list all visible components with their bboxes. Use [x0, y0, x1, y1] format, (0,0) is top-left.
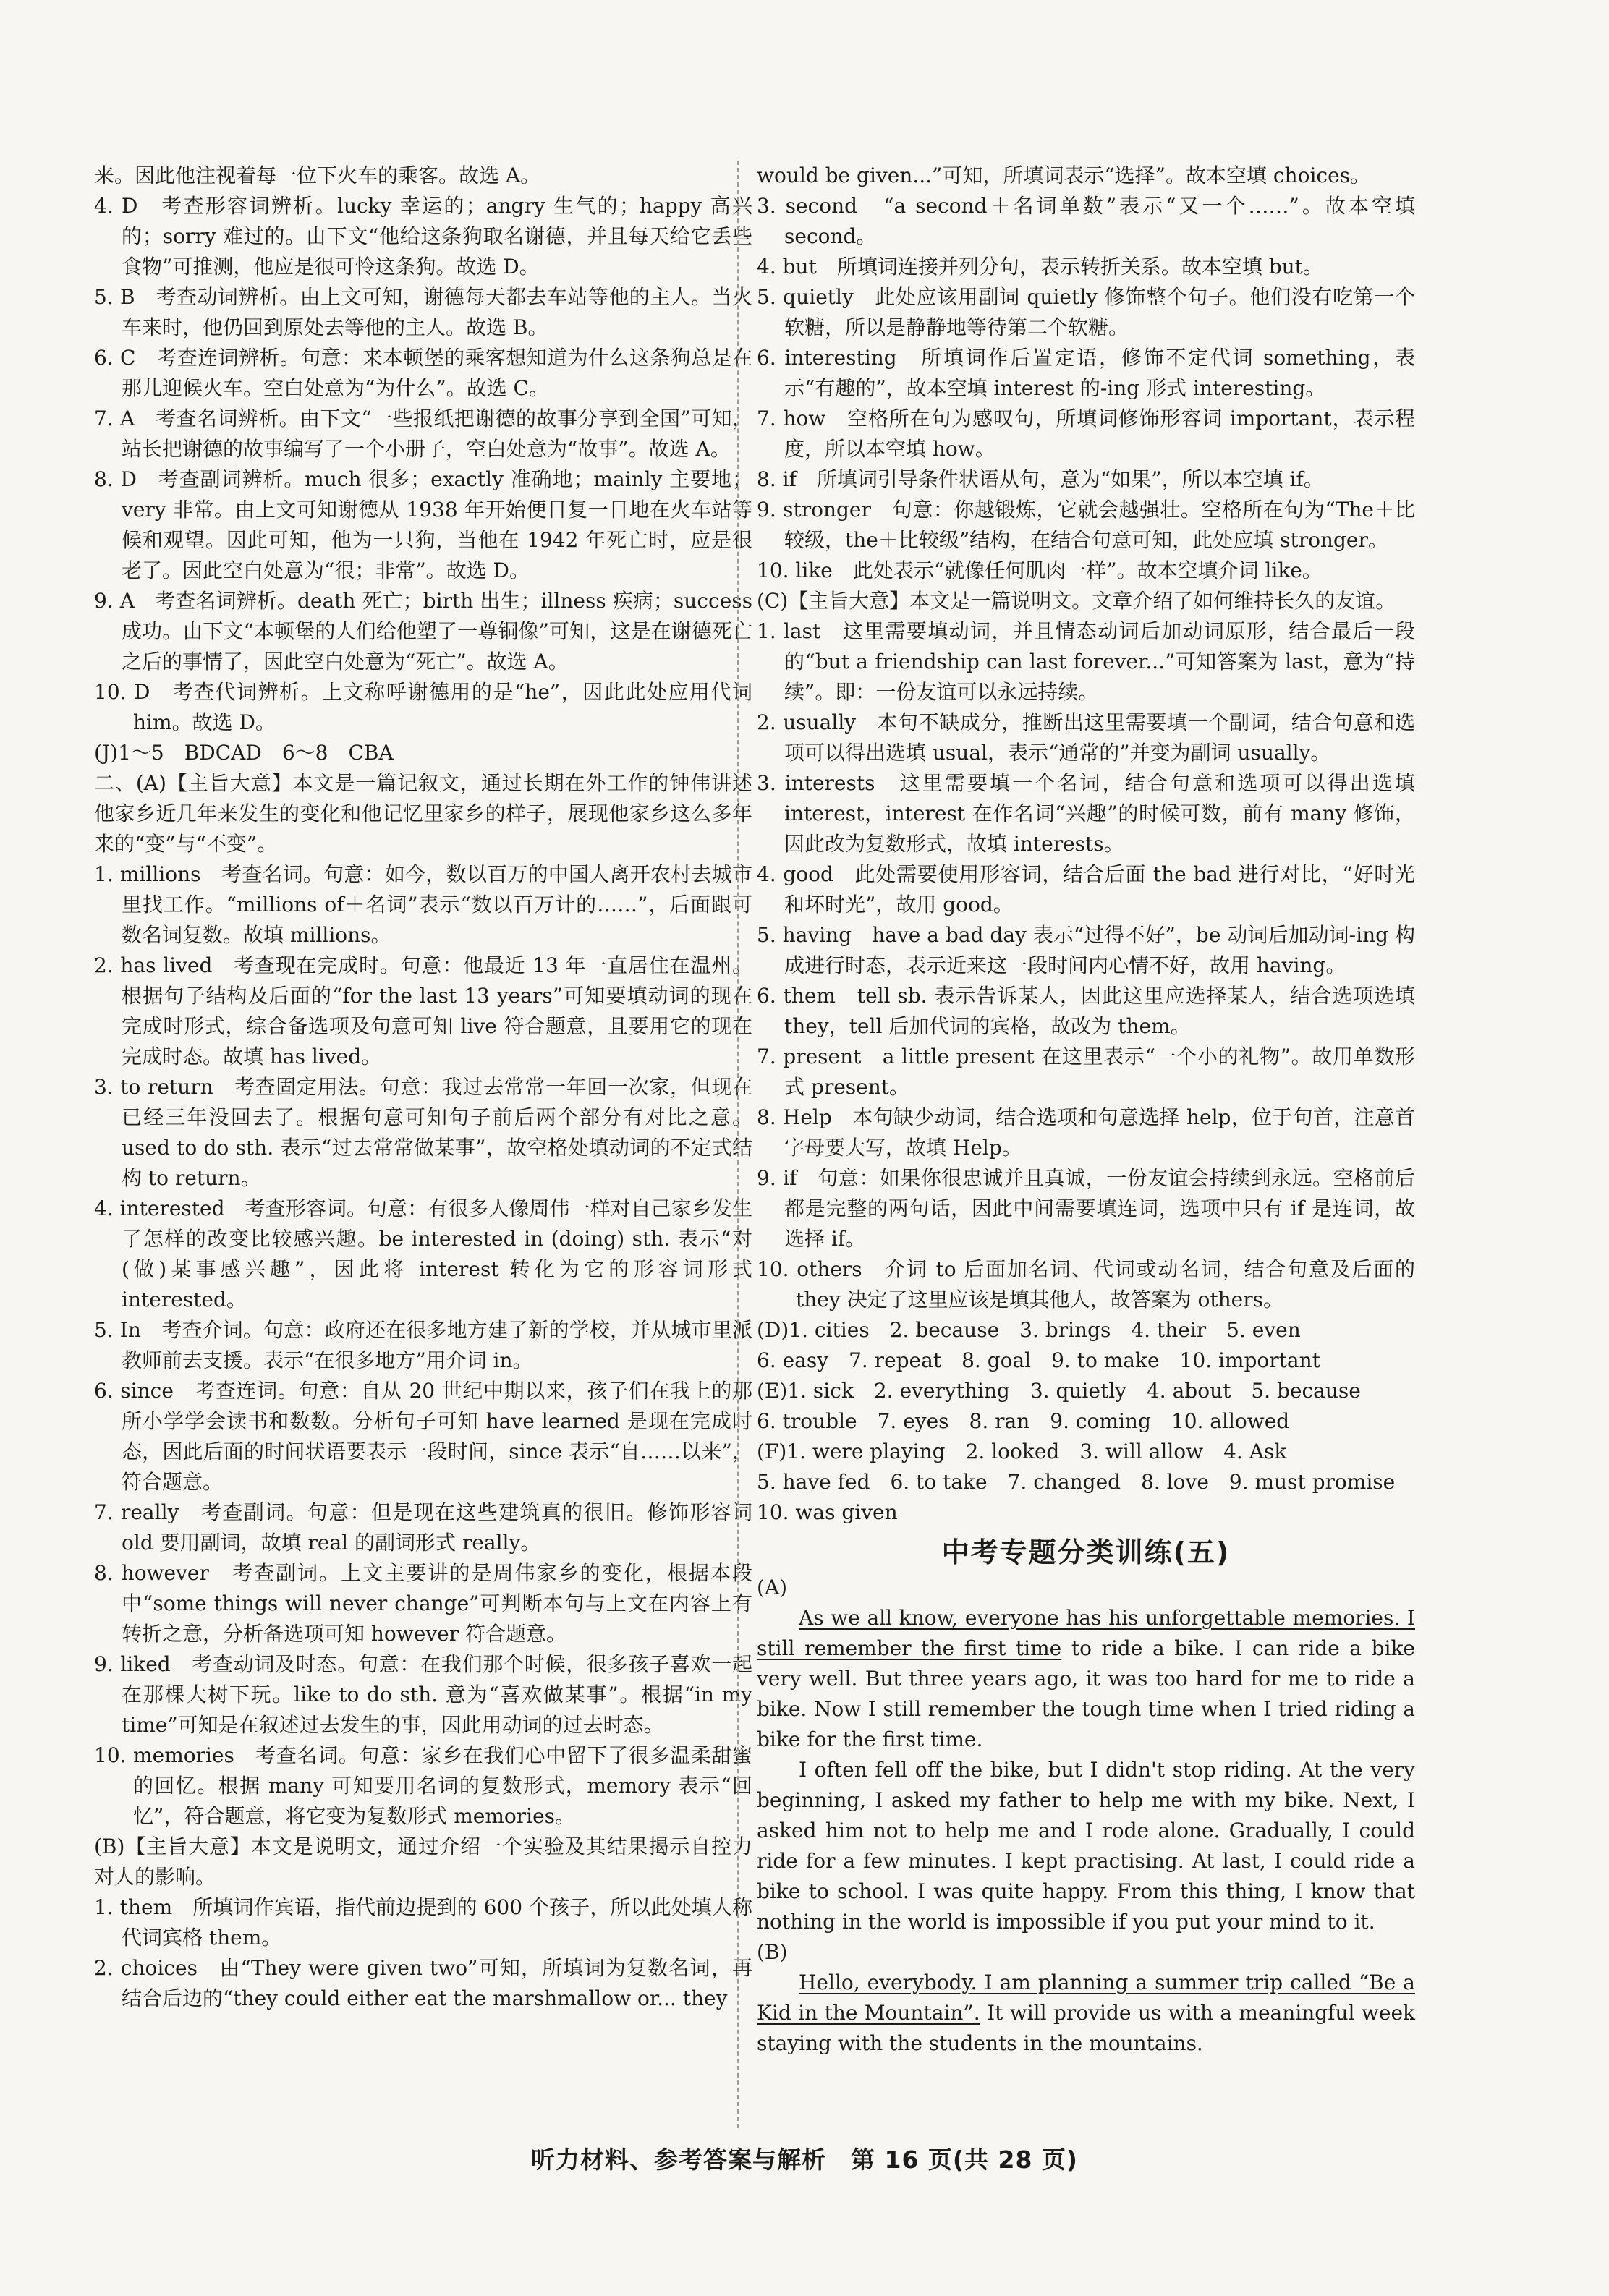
answer-item: 8. Help 本句缺少动词，结合选项和句意选择 help，位于句首，注意首字母要大写，故填 Help。: [757, 1105, 1415, 1160]
answer-line: 10. was given: [757, 1500, 898, 1524]
answer-line: (J)1～5 BDCAD 6～8 CBA: [94, 741, 394, 765]
answer-item: 9. if 句意：如果你很忠诚并且真诚，一份友谊会持续到永远。空格前后都是完整的两句话，因此中间需要填连词，选项中只有 if 是连词，故选择 if。: [757, 1166, 1415, 1251]
left-column: [94, 161, 752, 2014]
answer-item: 4. but 所填词连接并列分句，表示转折关系。故本空填 but。: [757, 255, 1323, 279]
answer-item: 8. if 所填词引导条件状语从句，意为“如果”，所以本空填 if。: [757, 467, 1324, 491]
answer-item: 4. interested 考查形容词。句意：有很多人像周伟一样对自己家乡发生了怎样的改变比较感兴趣。be interested in (doing) sth. 表示“对(做)某事感兴趣”，因此将 interest 转化为它的形容词形式 interested。: [94, 1196, 752, 1311]
answer-item: 6. them tell sb. 表示告诉某人，因此这里应选择某人，结合选项选填 they，tell 后加代词的宾格，故改为 them。: [757, 984, 1415, 1038]
page-footer: 听力材料、参考答案与解析 第 16 页(共 28 页): [531, 2146, 1078, 2174]
answer-item: 2. usually 本句不缺成分，推断出这里需要填一个副词，结合句意和选项可以得出选填 usual，表示“通常的”并变为副词 usually。: [757, 710, 1415, 765]
underlined-sentence: As we all know, everyone has his unforgettable memories. I still remember the first time: [757, 1606, 1415, 1660]
answer-item: 6. since 考查连词。句意：自从 20 世纪中期以来，孩子们在我上的那所小学学会读书和数数。分析句子可知 have learned 是现在完成时态，因此后面的时间状语要表示一段时间，since 表示“自……以来”，符合题意。: [94, 1379, 752, 1494]
answer-item: 3. second “a second＋名词单数”表示“又一个……”。故本空填 second。: [757, 194, 1415, 248]
answer-item: 1. last 这里需要填动词，并且情态动词后加动词原形，结合最后一段的“but a friendship can last forever...”可知答案为 last，意为“持续”。即：一份友谊可以永远持续。: [757, 619, 1415, 704]
answer-item: 8. however 考查副词。上文主要讲的是周伟家乡的变化，根据本段中“some things will never change”可判断本句与上文在内容上有转折之意，分析备选项可知 however 符合题意。: [94, 1561, 752, 1646]
answer-item: 7. A 考查名词辨析。由下文“一些报纸把谢德的故事分享到全国”可知，站长把谢德的故事编写了一个小册子，空白处意为“故事”。故选 A。: [94, 407, 752, 461]
answer-item: 9. stronger 句意：你越锻炼，它就会越强壮。空格所在句为“The＋比较级，the＋比较级”结构，在结合句意可知，此处应填 stronger。: [757, 498, 1415, 552]
essay-a-paragraph-1: [757, 1603, 1415, 1755]
section-title: 中考专题分类训练(五): [941, 1536, 1231, 1568]
column-divider: [737, 161, 739, 2128]
answer-item: 7. really 考查副词。句意：但是现在这些建筑真的很旧。修饰形容词 old 要用副词，故填 real 的副词形式 really。: [94, 1500, 752, 1555]
passage-summary: 二、(A)【主旨大意】本文是一篇记叙文，通过长期在外工作的钟伟讲述他家乡近几年来发生的变化和他记忆里家乡的样子，展现他家乡这么多年来的“变”与“不变”。: [94, 771, 752, 856]
passage-summary: (C)【主旨大意】本文是一篇说明文。文章介绍了如何维持长久的友谊。: [757, 589, 1396, 613]
answer-item: 5. B 考查动词辨析。由上文可知，谢德每天都去车站等他的主人。当火车来时，他仍回到原处去等他的主人。故选 B。: [94, 285, 752, 339]
answer-item: 5. quietly 此处应该用副词 quietly 修饰整个句子。他们没有吃第一个软糖，所以是静静地等待第二个软糖。: [757, 285, 1415, 339]
underlined-sentence: Hello, everybody. I am planning a summer trip called “Be a Kid in the Mountain”.: [757, 1970, 1415, 2025]
essay-text: to ride a bike. I can ride a bike very well. But three years ago, it was too hard for me to ride a bike. Now I still remember the tough time when I tried riding a bike for the first time.: [757, 1636, 1415, 1751]
answer-item: 10. others 介词 to 后面加名词、代词或动名词，结合句意及后面的 they 决定了这里应该是填其他人，故答案为 others。: [757, 1257, 1415, 1311]
passage-summary: (B)【主旨大意】本文是说明文，通过介绍一个实验及其结果揭示自控力对人的影响。: [94, 1834, 752, 1889]
answer-item: 1. them 所填词作宾语，指代前边提到的 600 个孩子，所以此处填人称代词宾格 them。: [94, 1895, 752, 1950]
label-b: (B): [757, 1940, 788, 1964]
label-a: (A): [757, 1576, 788, 1599]
answer-item: 6. C 考查连词辨析。句意：来本顿堡的乘客想知道为什么这条狗总是在那儿迎候火车。空白处意为“为什么”。故选 C。: [94, 346, 752, 400]
answer-line: (F)1. were playing 2. looked 3. will allow 4. Ask: [757, 1440, 1287, 1463]
right-cont: would be given...”可知，所填词表示“选择”。故本空填 choices。: [757, 163, 1371, 187]
answer-item: 10. memories 考查名词。句意：家乡在我们心中留下了很多温柔甜蜜的回忆。根据 many 可知要用名词的复数形式，memory 表示“回忆”，符合题意，将它变为复数形式 memories。: [94, 1743, 752, 1828]
answer-item: 2. has lived 考查现在完成时。句意：他最近 13 年一直居住在温州。根据句子结构及后面的“for the last 13 years”可知要填动词的现在完成时形式，综合备选项及句意可知 live 符合题意，且要用它的现在完成时态。故填 has lived。: [94, 953, 752, 1068]
answer-line: (E)1. sick 2. everything 3. quietly 4. about 5. because: [757, 1379, 1361, 1403]
answer-line: (D)1. cities 2. because 3. brings 4. their 5. even: [757, 1318, 1301, 1342]
answer-line: 5. have fed 6. to take 7. changed 8. love 9. must promise: [757, 1470, 1396, 1494]
answer-item: 5. In 考查介词。句意：政府还在很多地方建了新的学校，并从城市里派教师前去支援。表示“在很多地方”用介词 in。: [94, 1318, 752, 1372]
left-cont: 来。因此他注视着每一位下火车的乘客。故选 A。: [94, 163, 541, 187]
answer-item: 10. like 此处表示“就像任何肌肉一样”。故本空填介词 like。: [757, 558, 1323, 582]
answer-item: 1. millions 考查名词。句意：如今，数以百万的中国人离开农村去城市里找工作。“millions of＋名词”表示“数以百万计的……”，后面跟可数名词复数。故填 millions。: [94, 862, 752, 947]
essay-a-paragraph-2: I often fell off the bike, but I didn't stop riding. At the very beginning, I asked my father to help me with my bike. Next, I asked him not to help me and I rode alone. Gradually, I could ride for a few minutes. I kept practising. At last, I could ride a bike to school. I was quite happy. From this thing, I know that nothing in the world is impossible if you put your mind to it.: [757, 1758, 1415, 1934]
answer-line: 6. easy 7. repeat 8. goal 9. to make 10. important: [757, 1348, 1320, 1372]
answer-item: 9. A 考查名词辨析。death 死亡；birth 出生；illness 疾病；success 成功。由下文“本顿堡的人们给他塑了一尊铜像”可知，这是在谢德死亡之后的事情了，因此空白处意为“死亡”。故选 A。: [94, 589, 752, 673]
answer-item: 4. D 考查形容词辨析。lucky 幸运的；angry 生气的；happy 高兴的；sorry 难过的。由下文“他给这条狗取名谢德，并且每天给它丢些食物”可推测，他应是很可怜这条狗。故选 D。: [94, 194, 752, 279]
answer-item: 7. present a little present 在这里表示“一个小的礼物”。故用单数形式 present。: [757, 1045, 1415, 1099]
essay-b-paragraph-1: [757, 1968, 1415, 2059]
answer-item: 6. interesting 所填词作后置定语，修饰不定代词 something，表示“有趣的”，故本空填 interest 的-ing 形式 interesting。: [757, 346, 1415, 400]
answer-item: 2. choices 由“They were given two”可知，所填词为复数名词，再结合后边的“they could either eat the marshmallow or... they: [94, 1956, 752, 2010]
answer-item: 9. liked 考查动词及时态。句意：在我们那个时候，很多孩子喜欢一起在那棵大树下玩。like to do sth. 意为“喜欢做某事”。根据“in my time”可知是在叙述过去发生的事，因此用动词的过去时态。: [94, 1652, 752, 1737]
essay-text: It will provide us with a meaningful week staying with the students in the mountains.: [757, 2001, 1415, 2055]
answer-item: 8. D 考查副词辨析。much 很多；exactly 准确地；mainly 主要地；very 非常。由上文可知谢德从 1938 年开始便日复一日地在火车站等候和观望。因此可知，他为一只狗，当他在 1942 年死亡时，应是很老了。因此空白处意为“很；非常”。故选 D。: [94, 467, 752, 582]
answer-item: 3. to return 考查固定用法。句意：我过去常常一年回一次家，但现在已经三年没回去了。根据句意可知句子前后两个部分有对比之意。used to do sth. 表示“过去常常做某事”，故空格处填动词的不定式结构 to return。: [94, 1075, 752, 1190]
answer-item: 10. D 考查代词辨析。上文称呼谢德用的是“he”，因此此处应用代词 him。故选 D。: [94, 680, 752, 734]
answer-line: 6. trouble 7. eyes 8. ran 9. coming 10. allowed: [757, 1409, 1290, 1433]
answer-item: 5. having have a bad day 表示“过得不好”，be 动词后加动词-ing 构成进行时态，表示近来这一段时间内心情不好，故用 having。: [757, 923, 1415, 977]
right-column: [757, 161, 1415, 2059]
answer-item: 7. how 空格所在句为感叹句，所填词修饰形容词 important，表示程度，所以本空填 how。: [757, 407, 1415, 461]
answer-item: 3. interests 这里需要填一个名词，结合句意和选项可以得出选填 interest，interest 在作名词“兴趣”的时候可数，前有 many 修饰，因此改为复数形式，故填 interests。: [757, 771, 1415, 856]
answer-item: 4. good 此处需要使用形容词，结合后面 the bad 进行对比，“好时光和坏时光”，故用 good。: [757, 862, 1415, 917]
